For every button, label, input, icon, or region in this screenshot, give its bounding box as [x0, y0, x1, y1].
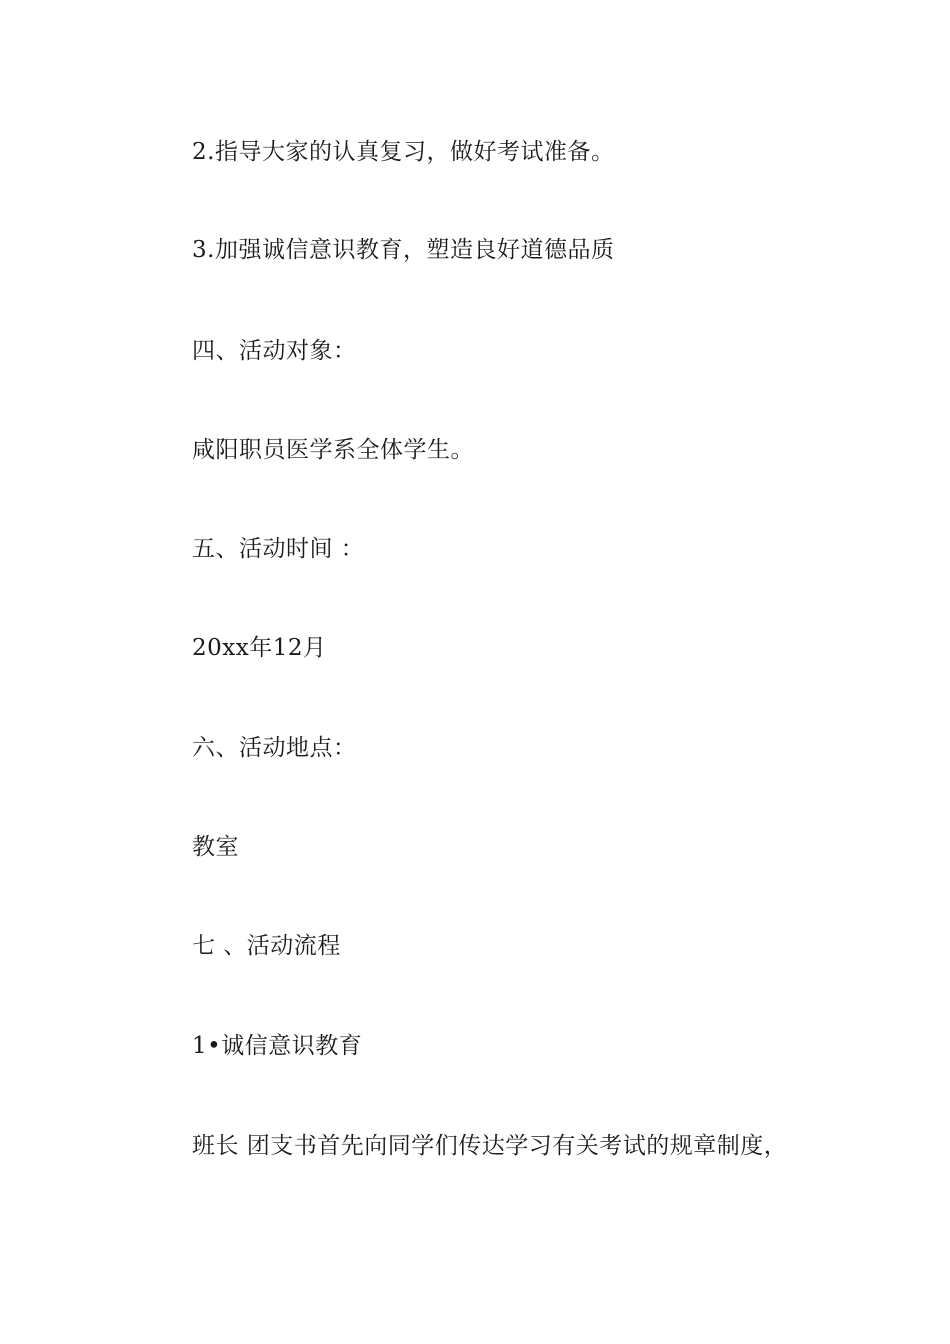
- target-text: 咸阳职员医学系全体学生。: [192, 437, 474, 463]
- goal-item-3: 3.加强诚信意识教育，塑造良好道德品质: [192, 237, 615, 263]
- time-text: 20xx年12月: [192, 635, 327, 661]
- flow-item-1-text: 班长 团支书首先向同学们传达学习有关考试的规章制度，: [192, 1133, 788, 1159]
- goal-item-2: 2.指导大家的认真复习，做好考试准备。: [192, 139, 615, 165]
- place-text: 教室: [192, 834, 239, 860]
- section-heading-place: 六、活动地点：: [192, 735, 357, 761]
- section-heading-target: 四、活动对象：: [192, 338, 357, 364]
- flow-item-1-heading: 1•诚信意识教育: [192, 1033, 363, 1059]
- section-heading-time: 五、活动时间 ：: [192, 536, 365, 562]
- section-heading-flow: 七 、活动流程: [192, 933, 341, 959]
